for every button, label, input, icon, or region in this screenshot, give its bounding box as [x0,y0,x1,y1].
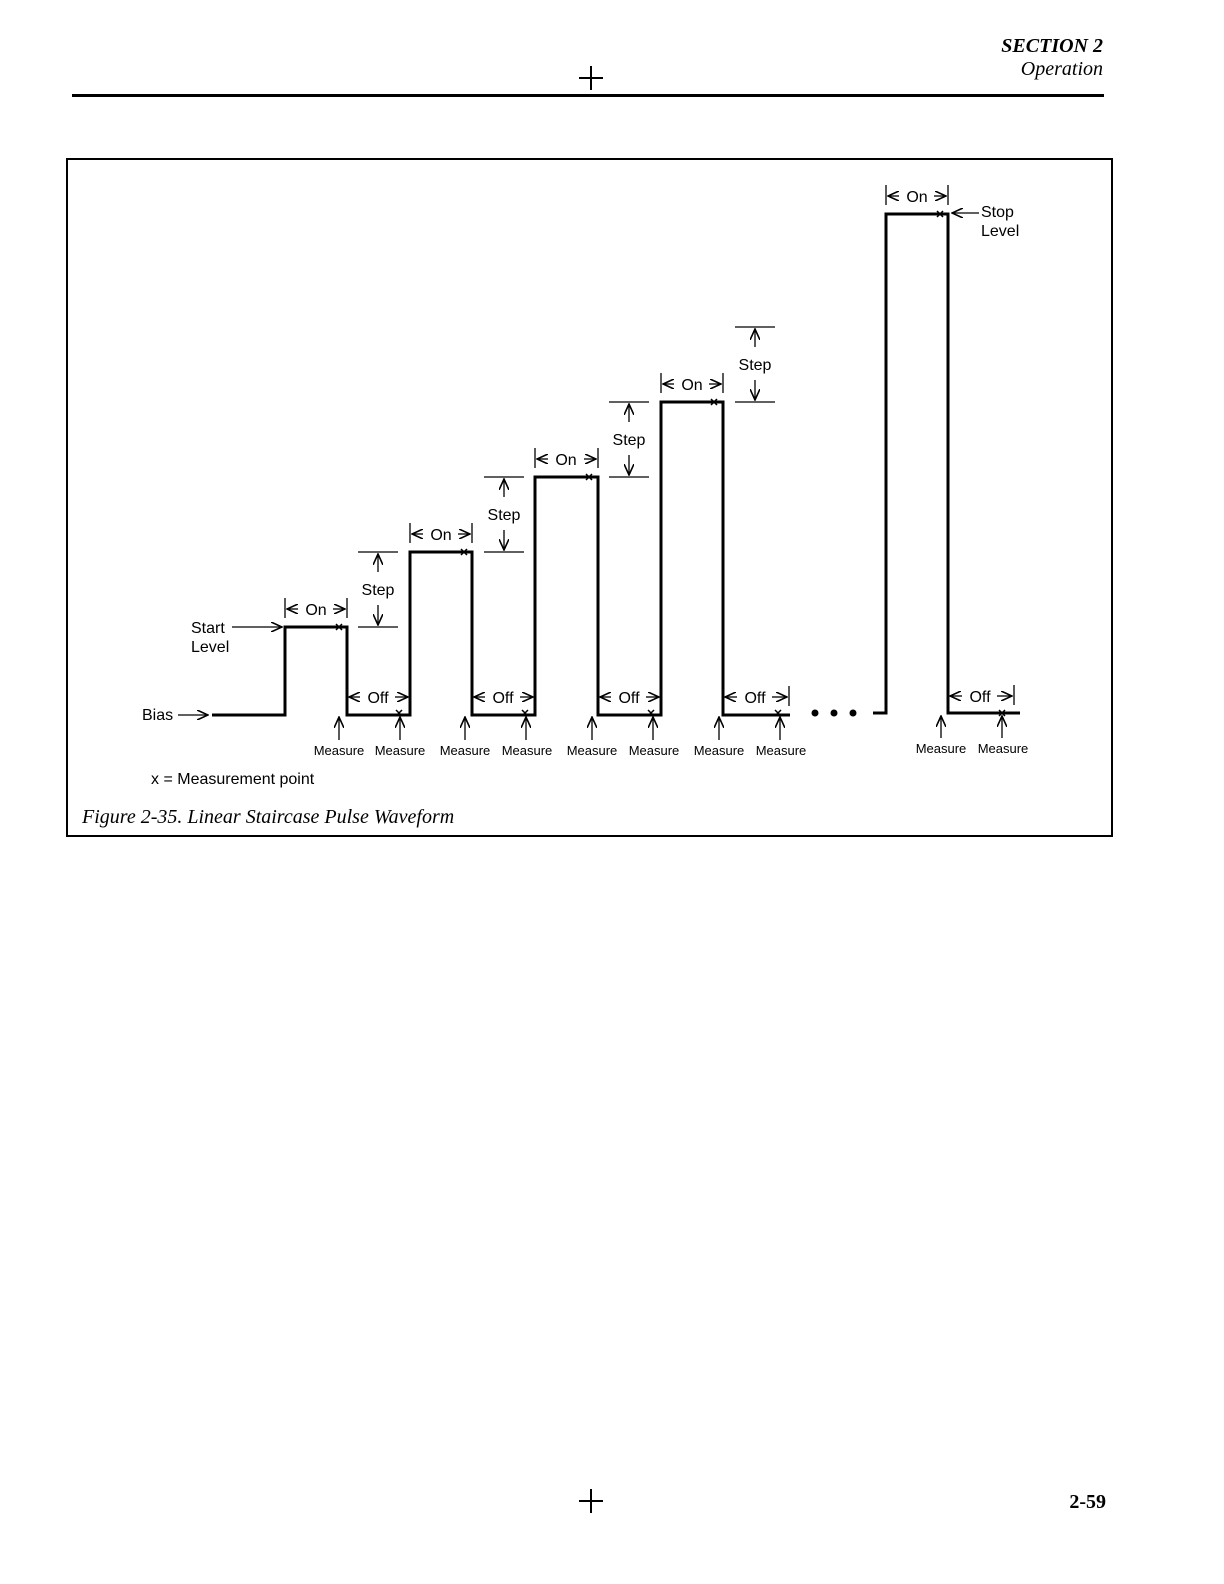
measure-label-9: Measure [915,741,967,756]
measure-label-1: Measure [313,743,365,758]
waveform-trace-end [873,214,1020,713]
off-label-3: Off [618,690,640,707]
measure-label-5: Measure [566,743,618,758]
start-level-label-1: Start [191,620,225,637]
bias-label: Bias [142,707,174,724]
on-label-2: On [430,527,452,544]
measure-label-8: Measure [755,743,807,758]
on-label-5: On [906,189,928,206]
start-level-label-2: Level [191,639,230,656]
measure-label-3: Measure [439,743,491,758]
step-label-4: Step [738,357,772,374]
section-subtitle: Operation [1020,58,1103,80]
on-label-4: On [681,377,703,394]
ellipsis-dots-icon [812,710,857,717]
off-dimension-markers [349,685,1014,706]
measure-label-7: Measure [693,743,745,758]
measurement-point-legend: x = Measurement point [151,771,315,788]
measure-label-6: Measure [628,743,680,758]
measure-label-4: Measure [501,743,553,758]
off-label-1: Off [367,690,389,707]
on-label-3: On [555,452,577,469]
step-label-1: Step [361,582,395,599]
section-heading: SECTION 2 [1001,35,1103,57]
registration-mark-bottom-icon [579,1489,603,1513]
stop-level-label-1: Stop [981,204,1014,221]
stop-level-label-2: Level [981,223,1020,240]
measurement-point-markers [336,211,1005,716]
figure-caption: Figure 2-35. Linear Staircase Pulse Waveform [82,806,455,828]
on-label-1: On [305,602,327,619]
measure-label-10: Measure [977,741,1029,756]
page-number: 2-59 [1069,1491,1106,1513]
off-label-2: Off [492,690,514,707]
measure-arrow-icons [339,716,1002,740]
off-label-4: Off [744,690,766,707]
step-label-2: Step [487,507,521,524]
off-label-5: Off [969,689,991,706]
step-label-3: Step [612,432,646,449]
waveform-trace [212,402,790,715]
measure-label-2: Measure [374,743,426,758]
